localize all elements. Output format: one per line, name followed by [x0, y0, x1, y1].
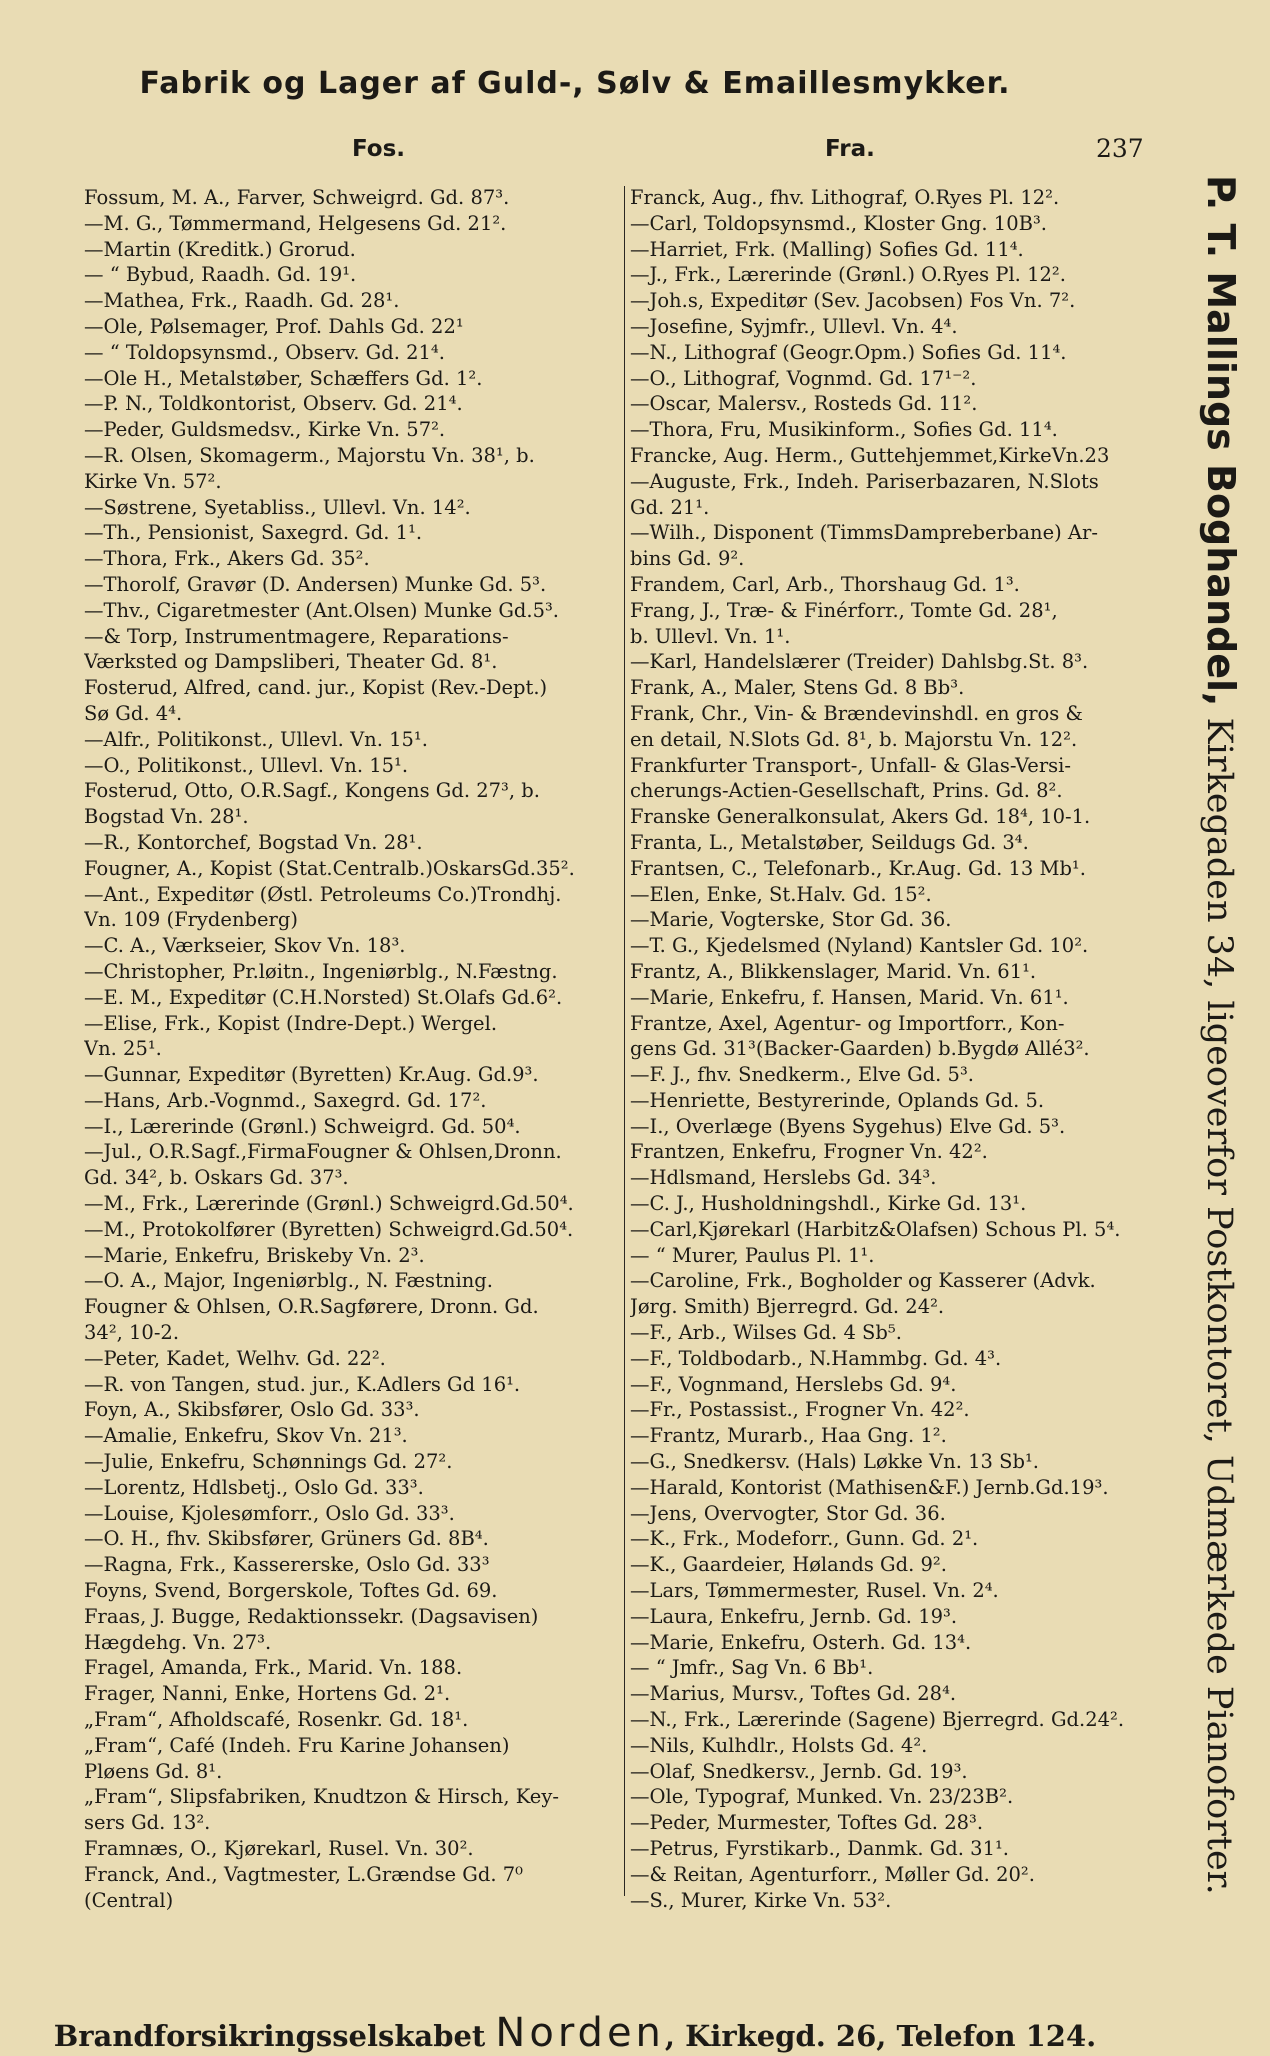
directory-entry-line: —Harald, Kontorist (Mathisen&F.) Jernb.Gd.19³. [630, 1475, 1109, 1499]
directory-entry-line: Franck, And., Vagtmester, L.Grændse Gd. 7⁰ [84, 1862, 523, 1886]
directory-entry-line: „Fram“, Café (Indeh. Fru Karine Johansen) [84, 1733, 510, 1757]
header-left-word: Fos. [352, 136, 406, 162]
bottom-banner [0, 2010, 1150, 2056]
directory-entry-line: —Ant., Expeditør (Østl. Petroleums Co.)Trondhj. [84, 882, 562, 906]
directory-entry-line: —F., Arb., Wilses Gd. 4 Sb⁵. [630, 1321, 902, 1345]
directory-entry-line: —Marie, Vogterske, Stor Gd. 36. [630, 908, 952, 932]
directory-entry-line: Fosterud, Alfred, cand. jur., Kopist (Rev.-Dept.) [84, 676, 548, 700]
right-column [630, 185, 1175, 1913]
directory-entry-line: —Josefine, Syjmfr., Ullevl. Vn. 4⁴. [630, 314, 958, 338]
directory-entry-line: Sø Gd. 4⁴. [84, 701, 183, 725]
directory-entry-line: Kirke Vn. 57². [84, 469, 222, 493]
directory-entry-line: —Christopher, Pr.løitn., Ingeniørblg., N.Fæstng. [84, 959, 558, 983]
directory-entry-line: —K., Frk., Modeforr., Gunn. Gd. 2¹. [630, 1527, 979, 1551]
directory-entry-line: sers Gd. 13². [84, 1811, 211, 1835]
directory-entry-line: Franske Generalkonsulat, Akers Gd. 18⁴, 10-1. [630, 805, 1091, 829]
directory-entry-line: —Carl, Toldopsynsmd., Kloster Gng. 10B³. [630, 211, 1047, 235]
directory-entry-line: Frantsen, C., Telefonarb., Kr.Aug. Gd. 13 Mb¹. [630, 856, 1086, 880]
directory-entry-line: Gd. 21¹. [630, 495, 710, 519]
directory-entry-line: Frager, Nanni, Enke, Hortens Gd. 2¹. [84, 1682, 451, 1706]
page-number: 237 [1096, 134, 1144, 163]
directory-entry-line: —M., Protokolfører (Byretten) Schweigrd.Gd.50⁴. [84, 1217, 574, 1241]
directory-entry-line: Foyn, A., Skibsfører, Oslo Gd. 33³. [84, 1398, 420, 1422]
directory-entry-line: —Jul., O.R.Sagf.,FirmaFougner & Ohlsen,Dronn. [84, 1140, 562, 1164]
bottom-banner-pre: Brandforsikringsselskabet [53, 2019, 496, 2053]
directory-entry-line: Gd. 34², b. Oskars Gd. 37³. [84, 1166, 349, 1190]
directory-entry-line: — “ Bybud, Raadh. Gd. 19¹. [84, 263, 357, 287]
left-column [84, 185, 624, 1913]
directory-entry-line: —I., Overlæge (Byens Sygehus) Elve Gd. 5³. [630, 1114, 1066, 1138]
directory-entry-line: — “ Murer, Paulus Pl. 1¹. [630, 1243, 875, 1267]
directory-entry-line: —M. G., Tømmermand, Helgesens Gd. 21². [84, 211, 507, 235]
directory-entry-line: Fougner & Ohlsen, O.R.Sagførere, Dronn. Gd. [84, 1295, 539, 1319]
directory-entry-line: Frank, A., Maler, Stens Gd. 8 Bb³. [630, 676, 965, 700]
directory-entry-line: —R. Olsen, Skomagerm., Majorstu Vn. 38¹, b. [84, 443, 535, 467]
directory-entry-line: en detail, N.Slots Gd. 8¹, b. Majorstu Vn. 12². [630, 727, 1078, 751]
directory-entry-line: —Thorolf, Gravør (D. Andersen) Munke Gd. 5³. [84, 572, 547, 596]
directory-entry-line: Franta, L., Metalstøber, Seildugs Gd. 3⁴. [630, 830, 1029, 854]
directory-entry-line: —E. M., Expeditør (C.H.Norsted) St.Olafs Gd.6². [84, 985, 563, 1009]
directory-entry-line: —K., Gaardeier, Hølands Gd. 9². [630, 1553, 947, 1577]
directory-entry-line: —Auguste, Frk., Indeh. Pariserbazaren, N.Slots [630, 469, 1099, 493]
directory-entry-line: —Peter, Kadet, Welhv. Gd. 22². [84, 1346, 386, 1370]
side-ad-text [1199, 175, 1243, 1895]
directory-entry-line: Fossum, M. A., Farver, Schweigrd. Gd. 87³. [84, 186, 510, 209]
directory-entry-line: Frantze, Axel, Agentur- og Importforr., Kon- [630, 1011, 1065, 1035]
directory-entry-line: —Marie, Enkefru, Osterh. Gd. 13⁴. [630, 1630, 972, 1654]
directory-entry-line: —Louise, Kjolesømforr., Oslo Gd. 33³. [84, 1501, 455, 1525]
directory-entry-line: —Carl,Kjørekarl (Harbitz&Olafsen) Schous Pl. 5⁴. [630, 1217, 1121, 1241]
directory-entry-line: —J., Frk., Lærerinde (Grønl.) O.Ryes Pl. 12². [630, 263, 1066, 287]
directory-entry-line: Francke, Aug. Herm., Guttehjemmet,KirkeVn.23 [630, 443, 1110, 467]
directory-entry-line: —Thora, Frk., Akers Gd. 35². [84, 547, 370, 571]
directory-entry-line: —Wilh., Disponent (TimmsDampreberbane) Ar- [630, 521, 1098, 545]
top-banner: Fabrik og Lager af Guld-, Sølv & Emaillesmykker. [139, 66, 1011, 101]
directory-entry-line: —Peder, Murmester, Toftes Gd. 28³. [630, 1811, 984, 1835]
directory-entry-line: —Laura, Enkefru, Jernb. Gd. 19³. [630, 1604, 958, 1628]
directory-entry-line: Foyns, Svend, Borgerskole, Toftes Gd. 69. [84, 1579, 498, 1603]
directory-entry-line: (Central) [84, 1888, 174, 1912]
side-ad-body: Kirkegaden 34, ligeoverfor Postkontoret, Udmærkede Pianoforter. [1199, 706, 1239, 1895]
directory-entry-line: —F., Toldbodarb., N.Hammbg. Gd. 4³. [630, 1346, 1002, 1370]
directory-entry-line: —Nils, Kulhdlr., Holsts Gd. 4². [630, 1733, 928, 1757]
bottom-banner-post: , Kirkegd. 26, Telefon 124. [664, 2019, 1097, 2053]
directory-entry-line: —Ole H., Metalstøber, Schæffers Gd. 1². [84, 366, 483, 390]
directory-entry-line: Fragel, Amanda, Frk., Marid. Vn. 188. [84, 1656, 463, 1680]
directory-entry-line: Fraas, J. Bugge, Redaktionssekr. (Dagsavisen) [84, 1604, 539, 1628]
directory-entry-line: —Hdlsmand, Herslebs Gd. 34³. [630, 1166, 937, 1190]
directory-entry-line: —Thora, Fru, Musikinform., Sofies Gd. 11⁴. [630, 418, 1058, 442]
directory-entry-line: Vn. 25¹. [84, 1037, 162, 1061]
directory-entry-line: —Karl, Handelslærer (Treider) Dahlsbg.St. 8³. [630, 650, 1089, 674]
directory-entry-line: —Elen, Enke, St.Halv. Gd. 15². [630, 882, 932, 906]
directory-entry-line: —C. J., Husholdningshdl., Kirke Gd. 13¹. [630, 1192, 1027, 1216]
directory-entry-line: —Frantz, Murarb., Haa Gng. 1². [630, 1424, 947, 1448]
directory-entry-line: —O. H., fhv. Skibsfører, Grüners Gd. 8B⁴. [84, 1527, 489, 1551]
directory-entry-line: Bogstad Vn. 28¹. [84, 805, 249, 829]
side-advertisement [1180, 175, 1262, 1895]
directory-entry-line: —Amalie, Enkefru, Skov Vn. 21³. [84, 1424, 408, 1448]
side-ad-name: P. T. Mallings Boghandel, [1199, 175, 1243, 707]
directory-entry-line: — “ Jmfr., Sag Vn. 6 Bb¹. [630, 1656, 874, 1680]
directory-entry-line: —Alfr., Politikonst., Ullevl. Vn. 15¹. [84, 727, 428, 751]
directory-entry-line: —Jens, Overvogter, Stor Gd. 36. [630, 1501, 946, 1525]
directory-entry-line: —Petrus, Fyrstikarb., Danmk. Gd. 31¹. [630, 1837, 1010, 1860]
directory-entry-line: Hægdehg. Vn. 27³. [84, 1630, 272, 1654]
directory-entry-line: —Henriette, Bestyrerinde, Oplands Gd. 5. [630, 1088, 1045, 1112]
directory-entry-line: —Peder, Guldsmedsv., Kirke Vn. 57². [84, 418, 446, 442]
directory-entry-line: —R., Kontorchef, Bogstad Vn. 28¹. [84, 830, 423, 854]
directory-entry-line: Frantzen, Enkefru, Frogner Vn. 42². [630, 1140, 988, 1164]
directory-entry-line: —Lorentz, Hdlsbetj., Oslo Gd. 33³. [84, 1475, 424, 1499]
directory-entry-line: —T. G., Kjedelsmed (Nyland) Kantsler Gd. 10². [630, 934, 1089, 958]
directory-entry-line: —Caroline, Frk., Bogholder og Kasserer (Advk. [630, 1269, 1096, 1293]
directory-entry-line: Frantz, A., Blikkenslager, Marid. Vn. 61¹. [630, 959, 1037, 983]
directory-entry-line: Værksted og Dampsliberi, Theater Gd. 8¹. [84, 650, 498, 674]
directory-entry-line: —Harriet, Frk. (Malling) Sofies Gd. 11⁴. [630, 237, 1024, 261]
directory-entry-line: —Søstrene, Syetabliss., Ullevl. Vn. 14². [84, 495, 471, 519]
directory-entry-line: —C. A., Værkseier, Skov Vn. 18³. [84, 934, 406, 958]
directory-entry-line: —O., Lithograf, Vognmd. Gd. 17¹⁻². [630, 366, 977, 390]
bottom-banner-brand: Norden [495, 2010, 665, 2056]
directory-entry-line: Framnæs, O., Kjørekarl, Rusel. Vn. 30². [84, 1837, 474, 1860]
directory-entry-line: bins Gd. 9². [630, 547, 745, 571]
directory-entry-line: —& Reitan, Agenturforr., Møller Gd. 20². [630, 1862, 1035, 1886]
directory-entry-line: —Marie, Enkefru, Briskeby Vn. 2³. [84, 1243, 425, 1267]
directory-entry-line: —F., Vognmand, Herslebs Gd. 9⁴. [630, 1372, 957, 1396]
directory-entry-line: —Thv., Cigaretmester (Ant.Olsen) Munke Gd.5³. [84, 598, 559, 622]
directory-entry-line: Frankfurter Transport-, Unfall- & Glas-Versi- [630, 753, 1071, 777]
directory-entry-line: —Ragna, Frk., Kassererske, Oslo Gd. 33³ [84, 1553, 490, 1577]
directory-entry-line: —Fr., Postassist., Frogner Vn. 42². [630, 1398, 970, 1422]
directory-entry-line: Franck, Aug., fhv. Lithograf, O.Ryes Pl. 12². [630, 186, 1060, 209]
directory-entry-line: —Elise, Frk., Kopist (Indre-Dept.) Wergel. [84, 1011, 498, 1035]
directory-entry-line: —R. von Tangen, stud. jur., K.Adlers Gd 16¹. [84, 1372, 521, 1396]
directory-entry-line: —O., Politikonst., Ullevl. Vn. 15¹. [84, 753, 409, 777]
directory-entry-line: —I., Lærerinde (Grønl.) Schweigrd. Gd. 50⁴. [84, 1114, 521, 1138]
directory-entry-line: —& Torp, Instrumentmagere, Reparations- [84, 624, 509, 648]
directory-entry-line: gens Gd. 31³(Backer-Gaarden) b.Bygdø Allé3². [630, 1037, 1090, 1061]
directory-entry-line: —Julie, Enkefru, Schønnings Gd. 27². [84, 1450, 453, 1474]
directory-entry-line: —O. A., Major, Ingeniørblg., N. Fæstning. [84, 1269, 493, 1293]
directory-entry-line: —Marie, Enkefru, f. Hansen, Marid. Vn. 61¹. [630, 985, 1069, 1009]
directory-entry-line: cherungs-Actien-Gesellschaft, Prins. Gd. 8². [630, 779, 1063, 803]
directory-entry-line: Fougner, A., Kopist (Stat.Centralb.)OskarsGd.35². [84, 856, 575, 880]
directory-entry-line: —Th., Pensionist, Saxegrd. Gd. 1¹. [84, 521, 423, 545]
directory-entry-line: —Hans, Arb.-Vognmd., Saxegrd. Gd. 17². [84, 1088, 487, 1112]
directory-entry-line: Frang, J., Træ- & Finérforr., Tomte Gd. 28¹, [630, 598, 1058, 622]
directory-entry-line: —Ole, Pølsemager, Prof. Dahls Gd. 22¹ [84, 314, 464, 338]
header-right-word: Fra. [825, 136, 875, 162]
directory-entry-line: —Marius, Mursv., Toftes Gd. 28⁴. [630, 1682, 957, 1706]
directory-entry-line: —Joh.s, Expeditør (Sev. Jacobsen) Fos Vn. 7². [630, 289, 1076, 313]
directory-entry-line: —P. N., Toldkontorist, Observ. Gd. 21⁴. [84, 392, 463, 416]
directory-entry-line: —G., Snedkersv. (Hals) Løkke Vn. 13 Sb¹. [630, 1450, 1039, 1474]
directory-entry-line: —N., Lithograf (Geogr.Opm.) Sofies Gd. 11⁴. [630, 340, 1067, 364]
directory-entry-line: 34², 10-2. [84, 1321, 180, 1345]
directory-entry-line: —Martin (Kreditk.) Grorud. [84, 237, 356, 261]
directory-entry-line: Frandem, Carl, Arb., Thorshaug Gd. 1³. [630, 572, 1020, 596]
directory-entry-line: b. Ullevl. Vn. 1¹. [630, 624, 791, 648]
directory-entry-line: —F. J., fhv. Snedkerm., Elve Gd. 5³. [630, 1063, 974, 1087]
directory-entry-line: —Gunnar, Expeditør (Byretten) Kr.Aug. Gd.9³. [84, 1063, 539, 1087]
directory-entry-line: Fosterud, Otto, O.R.Sagf., Kongens Gd. 27³, b. [84, 779, 540, 803]
directory-entry-line: —Ole, Typograf, Munked. Vn. 23/23B². [630, 1785, 1014, 1809]
directory-entry-line: „Fram“, Afholdscafé, Rosenkr. Gd. 18¹. [84, 1708, 469, 1732]
directory-entry-line: —S., Murer, Kirke Vn. 53². [630, 1888, 892, 1912]
directory-entry-line: —Lars, Tømmermester, Rusel. Vn. 2⁴. [630, 1579, 999, 1603]
directory-entry-line: Vn. 109 (Frydenberg) [84, 908, 298, 932]
directory-entry-line: —N., Frk., Lærerinde (Sagene) Bjerregrd. Gd.24². [630, 1708, 1125, 1732]
directory-entry-line: —M., Frk., Lærerinde (Grønl.) Schweigrd.Gd.50⁴. [84, 1192, 574, 1216]
directory-entry-line: —Oscar, Malersv., Rosteds Gd. 11². [630, 392, 978, 416]
directory-entry-line: Pløens Gd. 8¹. [84, 1759, 223, 1783]
directory-entry-line: — “ Toldopsynsmd., Observ. Gd. 21⁴. [84, 340, 445, 364]
directory-entry-line: Frank, Chr., Vin- & Brændevinshdl. en gros & [630, 701, 1083, 725]
column-divider [624, 186, 625, 1896]
directory-entry-line: —Olaf, Snedkersv., Jernb. Gd. 19³. [630, 1759, 968, 1783]
directory-entry-line: —Mathea, Frk., Raadh. Gd. 28¹. [84, 289, 400, 313]
directory-entry-line: Jørg. Smith) Bjerregrd. Gd. 24². [630, 1295, 945, 1319]
directory-entry-line: „Fram“, Slipsfabriken, Knudtzon & Hirsch, Key- [84, 1785, 559, 1809]
